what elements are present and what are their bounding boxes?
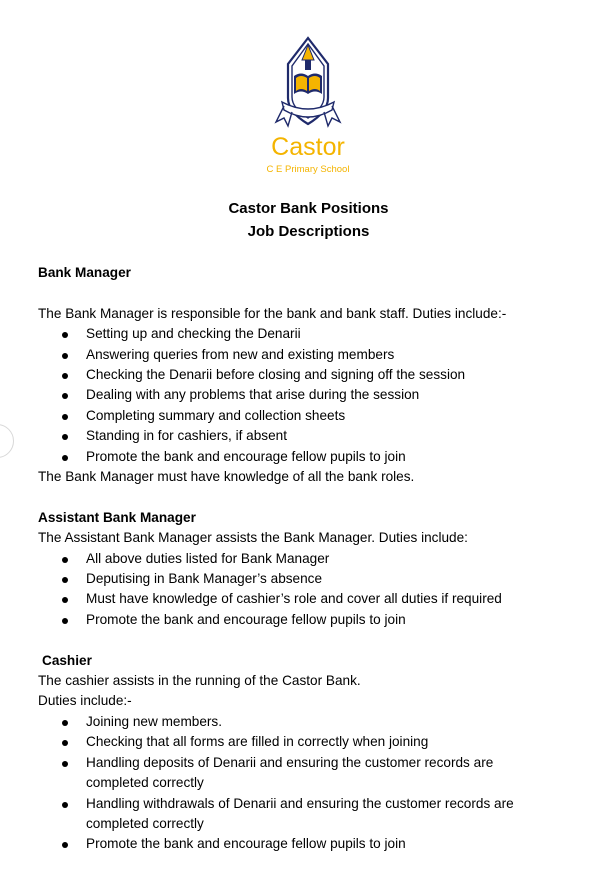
list-item: Deputising in Bank Manager’s absence (38, 569, 558, 589)
list-item: Standing in for cashiers, if absent (38, 426, 558, 446)
list-item: All above duties listed for Bank Manager (38, 549, 558, 569)
list-item: Setting up and checking the Denarii (38, 324, 558, 344)
assistant-duties (38, 549, 558, 631)
list-item: Joining new members. (38, 712, 558, 732)
list-item: Completing summary and collection sheets (38, 406, 558, 426)
list-item: Handling withdrawals of Denarii and ensuring the customer records are completed correctly (38, 794, 558, 835)
list-item: Checking the Denarii before closing and signing off the session (38, 365, 558, 385)
assistant-intro: The Assistant Bank Manager assists the Bank Manager. Duties include: (38, 530, 468, 546)
logo-subtitle: C E Primary School (266, 164, 350, 175)
bank-manager-outro: The Bank Manager must have knowledge of all the bank roles. (38, 469, 415, 485)
document-title (0, 197, 589, 243)
spacer (38, 630, 558, 650)
list-item: Checking that all forms are filled in correctly when joining (38, 732, 558, 752)
list-item: Promote the bank and encourage fellow pupils to join (38, 447, 558, 467)
section-heading-assistant-bank-manager: Assistant Bank Manager (38, 509, 196, 525)
list-item: Promote the bank and encourage fellow pupils to join (38, 834, 558, 854)
list-item: Dealing with any problems that arise during the session (38, 385, 558, 405)
section-heading-bank-manager: Bank Manager (38, 265, 131, 280)
list-item: Handling deposits of Denarii and ensuring the customer records are completed correctly (38, 753, 558, 794)
spacer (38, 283, 558, 303)
list-item: Promote the bank and encourage fellow pupils to join (38, 610, 558, 630)
document-body (38, 263, 558, 855)
logo-name: Castor (271, 133, 345, 161)
school-logo (258, 36, 358, 184)
section-heading-cashier: Cashier (42, 652, 92, 668)
cashier-intro-2: Duties include:- (38, 693, 132, 709)
list-item: Answering queries from new and existing members (38, 345, 558, 365)
spacer (38, 487, 558, 507)
cashier-intro: The cashier assists in the running of the Castor Bank. (38, 673, 361, 689)
bank-manager-intro: The Bank Manager is responsible for the bank and bank staff. Duties include:- (38, 305, 507, 321)
scroll-indicator[interactable] (0, 424, 14, 458)
crest-icon (272, 36, 344, 132)
bank-manager-duties (38, 324, 558, 467)
title-line-2: Job Descriptions (247, 223, 370, 240)
title-line-1: Castor Bank Positions (228, 200, 389, 217)
cashier-duties (38, 712, 558, 855)
list-item: Must have knowledge of cashier’s role and cover all duties if required (38, 589, 558, 609)
